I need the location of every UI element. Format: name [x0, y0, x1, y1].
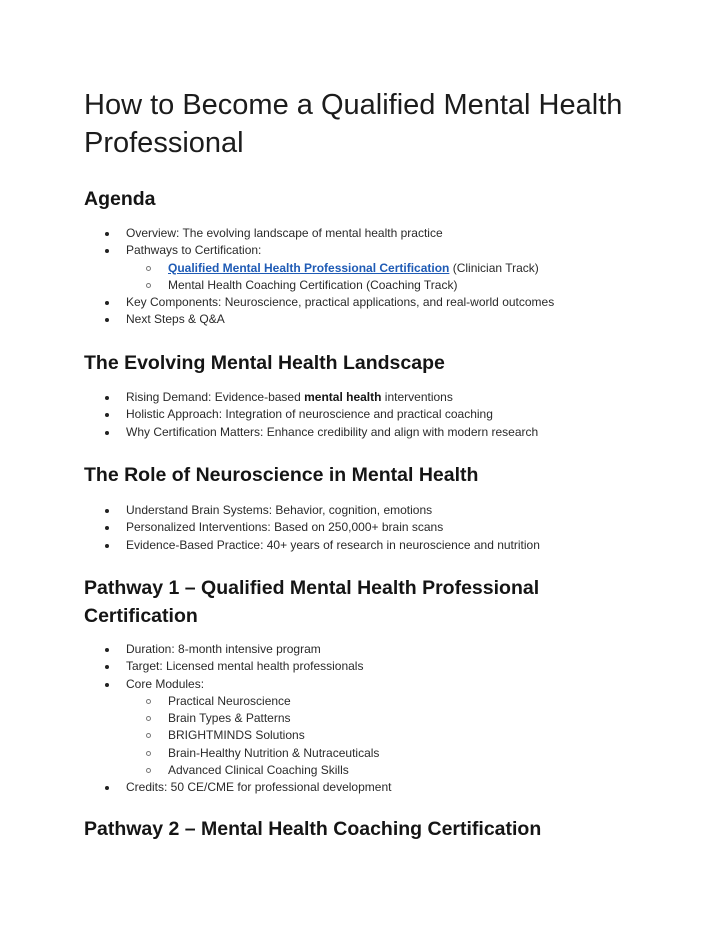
list-item: Target: Licensed mental health professionals — [84, 658, 391, 675]
list-item: Holistic Approach: Integration of neuroscience and practical coaching — [84, 406, 538, 423]
hollow-bullet-icon — [146, 266, 151, 271]
list-item: Next Steps & Q&A — [84, 311, 554, 328]
bullet-icon — [105, 648, 109, 652]
list-item: Overview: The evolving landscape of mental health practice — [84, 225, 554, 242]
list-item: Core Modules: — [84, 676, 391, 693]
bullet-icon — [105, 413, 109, 417]
neuroscience-list — [84, 502, 540, 554]
document-title: How to Become a Qualified Mental Health Professional — [84, 89, 623, 159]
bullet-icon — [105, 318, 109, 322]
heading-pathway-1: Pathway 1 – Qualified Mental Health Professional Certification — [84, 577, 540, 627]
bullet-icon — [105, 526, 109, 530]
agenda-list — [84, 225, 554, 329]
list-item: Practical Neuroscience — [84, 693, 391, 710]
hollow-bullet-icon — [146, 768, 151, 773]
bullet-icon — [105, 509, 109, 513]
hollow-bullet-icon — [146, 733, 151, 738]
heading-agenda: Agenda — [84, 188, 156, 210]
list-item: BRIGHTMINDS Solutions — [84, 727, 391, 744]
bullet-icon — [105, 786, 109, 790]
hollow-bullet-icon — [146, 283, 151, 288]
landscape-list — [84, 389, 538, 441]
list-item: Evidence-Based Practice: 40+ years of research in neuroscience and nutrition — [84, 537, 540, 554]
hollow-bullet-icon — [146, 699, 151, 704]
bullet-icon — [105, 665, 109, 669]
hollow-bullet-icon — [146, 716, 151, 721]
list-item: Brain Types & Patterns — [84, 710, 391, 727]
list-item: Duration: 8-month intensive program — [84, 641, 391, 658]
bullet-icon — [105, 249, 109, 253]
list-item: Brain-Healthy Nutrition & Nutraceuticals — [84, 745, 391, 762]
bullet-icon — [105, 232, 109, 236]
list-item: Rising Demand: Evidence-based mental health interventions — [84, 389, 538, 406]
qmhp-certification-link[interactable]: Qualified Mental Health Professional Certification — [168, 260, 450, 275]
bullet-icon — [105, 431, 109, 435]
list-item: Mental Health Coaching Certification (Coaching Track) — [84, 277, 554, 294]
heading-landscape: The Evolving Mental Health Landscape — [84, 352, 445, 374]
list-item: Key Components: Neuroscience, practical applications, and real-world outcomes — [84, 294, 554, 311]
list-item: Advanced Clinical Coaching Skills — [84, 762, 391, 779]
bullet-icon — [105, 396, 109, 400]
heading-neuroscience: The Role of Neuroscience in Mental Health — [84, 464, 479, 486]
list-item: Pathways to Certification: — [84, 242, 554, 259]
list-item: Qualified Mental Health Professional Certification (Clinician Track) — [84, 260, 554, 277]
pathway1-list — [84, 641, 391, 797]
bullet-icon — [105, 544, 109, 548]
bullet-icon — [105, 683, 109, 687]
list-item: Why Certification Matters: Enhance credibility and align with modern research — [84, 424, 538, 441]
list-item: Personalized Interventions: Based on 250,000+ brain scans — [84, 519, 540, 536]
hollow-bullet-icon — [146, 751, 151, 756]
bullet-icon — [105, 301, 109, 305]
list-item: Credits: 50 CE/CME for professional development — [84, 779, 391, 796]
list-item: Understand Brain Systems: Behavior, cognition, emotions — [84, 502, 540, 519]
heading-pathway-2: Pathway 2 – Mental Health Coaching Certification — [84, 818, 542, 840]
